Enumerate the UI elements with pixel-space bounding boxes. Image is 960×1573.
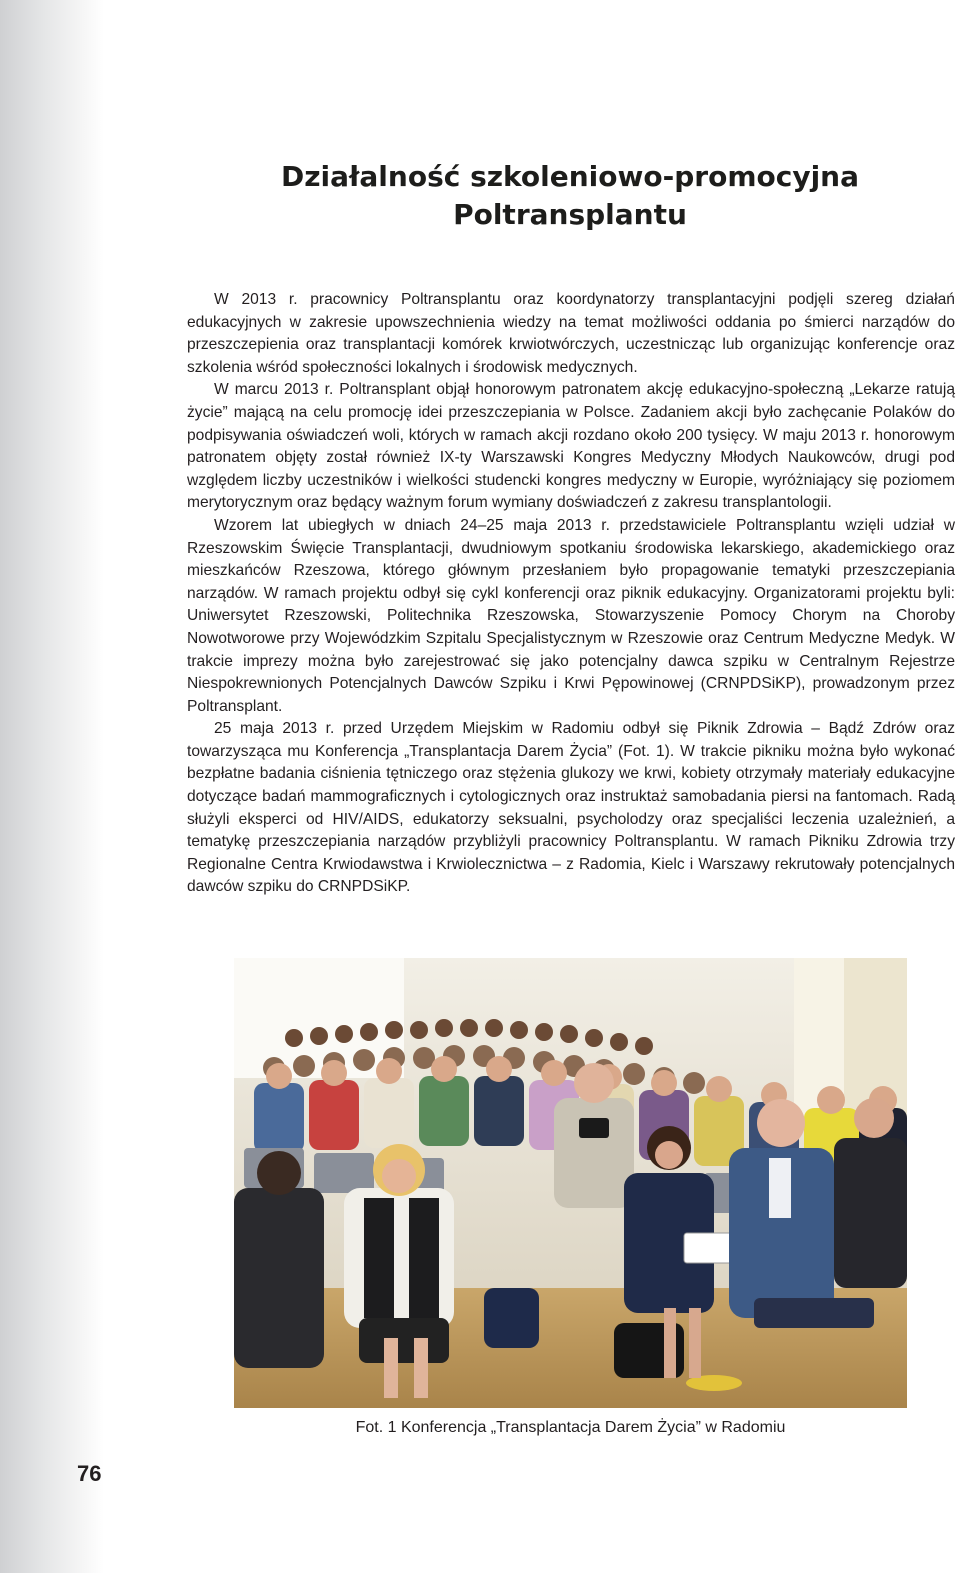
title-line-1: Działalność szkoleniowo-promocyjna [280, 160, 860, 193]
page-side-band [0, 0, 104, 1573]
conference-photo [234, 958, 907, 1408]
paragraph-rzeszow: Wzorem lat ubiegłych w dniach 24–25 maja 2013 r. przedstawiciele Poltransplantu wzięli udział w Rzeszowskim Święcie Transplantacji, dwudniowym spotkaniu środowiska lekarskiego, akademickiego oraz mieszkańców Rzeszowa, którego głównym przesłaniem było propagowanie tematyki przeszczepiania narządów. W ramach projektu odbył się cykl konferencji oraz piknik edukacyjny. Organizatorami projektu byli: Uniwersytet Rzeszowski, Politechnika Rzeszowska, Stowarzyszenie Pomocy Chorym na Choroby Nowotworowe przy Wojewódzkim Szpitalu Specjalistycznym w Rzeszowie oraz Centrum Medyczne Medyk. W trakcie imprezy można było zarejestrować się jako potencjalny dawca szpiku w Centralnym Rejestrze Niespokrewnionych Potencjalnych Dawców Szpiku i Krwi Pępowinowej (CRNPDSiKP), prowadzonym przez Poltransplant. [187, 516, 955, 715]
title-line-2: Poltransplantu [453, 198, 687, 231]
photo-caption: Fot. 1 Konferencja „Transplantacja Darem Życia” w Radomiu [355, 1419, 786, 1436]
paragraph-march: W marcu 2013 r. Poltransplant objął honorowym patronatem akcję edukacyjno-społeczną „Lekarze ratują życie” mającą na celu promocję idei przeszczepiania w Polsce. Zadaniem akcji było zachęcanie Polaków do podpisywania oświadczeń woli, których w ramach akcji rozdano około 200 tysięcy. W maju 2013 r. honorowym patronatem objęty został również IX-ty Warszawski Kongres Medyczny Młodych Naukowców, drugi pod względem liczby uczestników i wielkości studencki kongres medyczny w Europie, wyróżniający się poziomem merytorycznym oraz będący ważnym forum wymiany doświadczeń z zakresu transplantologii. [187, 381, 955, 512]
page-number: 76 [77, 1461, 102, 1486]
paragraph-intro: W 2013 r. pracownicy Poltransplantu oraz koordynatorzy transplantacyjni podjęli szereg działań edukacyjnych w zakresie upowszechnienia wiedzy na temat możliwości oddania po śmierci narządów do przeszczepienia oraz transplantacji komórek krwiotwórczych, uczestnicząc lub organizując konferencje oraz szkolenia wśród społeczności lokalnych i środowisk medycznych. [187, 291, 955, 376]
page-title [260, 158, 880, 234]
article-body [187, 289, 955, 899]
paragraph-radom: 25 maja 2013 r. przed Urzędem Miejskim w Radomiu odbył się Piknik Zdrowia – Bądź Zdrów oraz towarzysząca mu Konferencja „Transplantacja Darem Życia” (Fot. 1). W trakcie pikniku można było wykonać bezpłatne badania ciśnienia tętniczego oraz stężenia glukozy we krwi, kobiety otrzymały materiały edukacyjne dotyczące badań mammograficznych i cytologicznych oraz instruktaż samobadania piersi na fantomach. Radą służyli eksperci od HIV/AIDS, edukatorzy seksualni, psycholodzy oraz specjaliści leczenia uzależnień, a tematykę przeszczepiania narządów przybliżyli pracownicy Poltransplantu. W ramach Pikniku Zdrowia trzy Regionalne Centra Krwiodawstwa i Krwiolecznictwa – z Radomia, Kielc i Warszawy rekrutowały potencjalnych dawców szpiku do CRNPDSiKP. [187, 720, 955, 896]
